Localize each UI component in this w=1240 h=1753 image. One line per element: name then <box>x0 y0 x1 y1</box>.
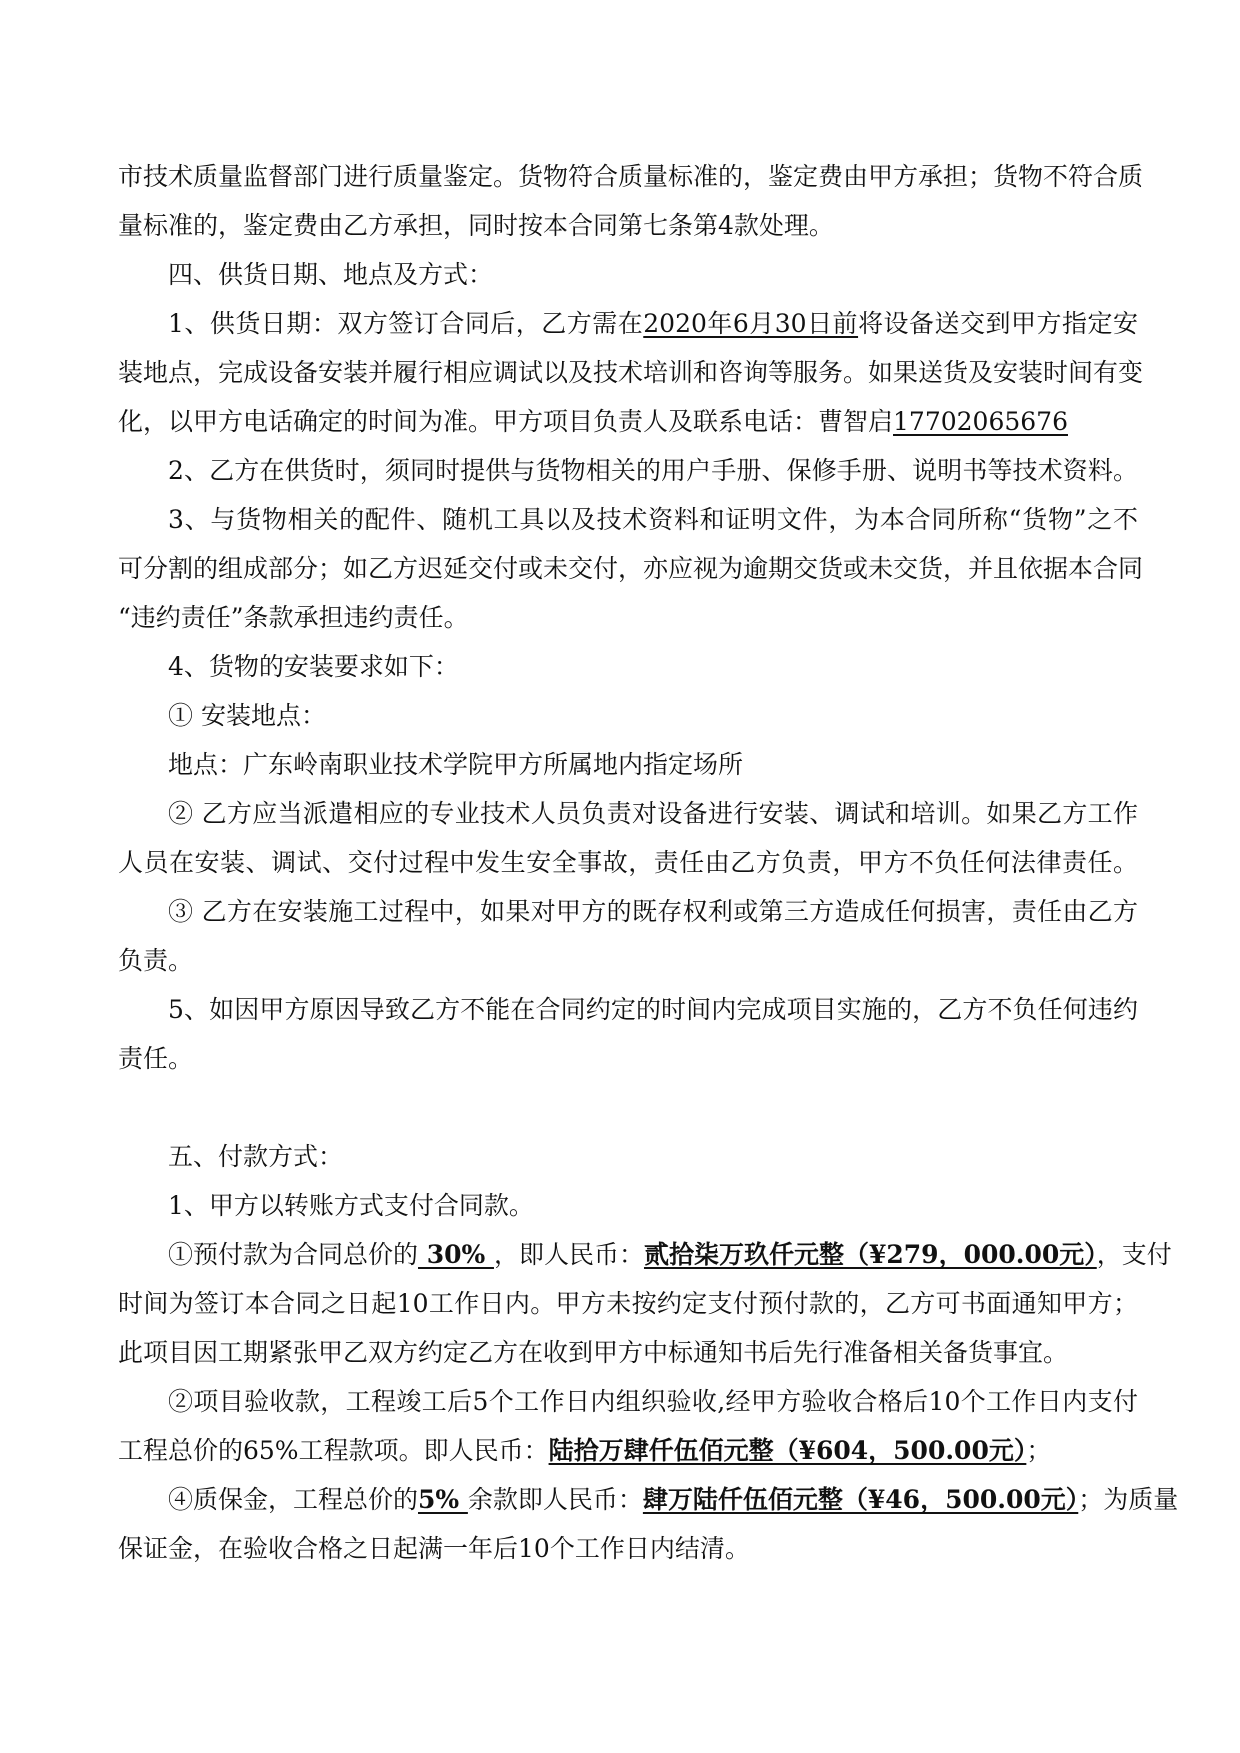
text-segment: 余款即人民币： <box>467 1485 643 1514</box>
underlined-text: 陆拾万肆仟伍佰元整（¥604，500.00元） <box>548 1436 1027 1465</box>
blank-line <box>118 1083 1138 1132</box>
text-segment: 五、付款方式： <box>168 1142 344 1171</box>
text-line <box>118 495 1138 544</box>
text-line <box>118 1181 1138 1230</box>
text-line <box>118 201 1138 250</box>
text-line <box>118 250 1138 299</box>
text-line <box>118 936 1138 985</box>
text-line <box>118 1034 1138 1083</box>
text-line <box>118 1132 1138 1181</box>
text-segment: 量标准的，鉴定费由乙方承担，同时按本合同第七条第4款处理。 <box>118 211 834 240</box>
text-line <box>118 985 1138 1034</box>
text-line <box>118 593 1138 642</box>
text-segment: ，即人民币： <box>493 1240 644 1269</box>
text-segment: 地点：广东岭南职业技术学院甲方所属地内指定场所 <box>168 750 744 779</box>
text-line <box>118 1230 1172 1279</box>
text-segment: 1、供货日期：双方签订合同后，乙方需在 <box>168 309 644 338</box>
text-segment: 装地点，完成设备安装并履行相应调试以及技术培训和咨询等服务。如果送货及安装时间有变 <box>118 358 1144 387</box>
text-line <box>118 1426 1138 1475</box>
text-segment: 责任。 <box>118 1044 194 1073</box>
text-line <box>118 691 1138 740</box>
text-line <box>118 1328 1138 1377</box>
text-segment: 保证金，在验收合格之日起满一年后10个工作日内结清。 <box>118 1534 750 1563</box>
text-line <box>118 544 1144 593</box>
text-line <box>118 1279 1138 1328</box>
text-segment: 4、货物的安装要求如下： <box>168 652 459 681</box>
text-segment: ② 乙方应当派遣相应的专业技术人员负责对设备进行安装、调试和培训。如果乙方工作 <box>168 799 1138 828</box>
text-segment: ④质保金，工程总价的 <box>168 1485 419 1514</box>
text-line <box>118 152 1144 201</box>
text-segment: 可分割的组成部分；如乙方迟延交付或未交付，亦应视为逾期交货或未交货，并且依据本合同 <box>118 554 1144 583</box>
text-line <box>118 740 1138 789</box>
text-segment: ① 安装地点： <box>168 701 326 730</box>
underlined-text: 5% <box>418 1485 468 1514</box>
text-segment: ，支付 <box>1096 1240 1172 1269</box>
text-segment: 人员在安装、调试、交付过程中发生安全事故，责任由乙方负责，甲方不负任何法律责任。 <box>118 848 1138 877</box>
text-segment: “违约责任”条款承担违约责任。 <box>118 603 469 632</box>
text-segment: 1、甲方以转账方式支付合同款。 <box>168 1191 534 1220</box>
text-segment: 四、供货日期、地点及方式： <box>168 260 494 289</box>
text-line <box>118 1524 1138 1573</box>
text-line <box>118 446 1138 495</box>
text-segment: 3、与货物相关的配件、随机工具以及技术资料和证明文件，为本合同所称“货物”之不 <box>168 505 1138 534</box>
text-line <box>118 348 1144 397</box>
text-line <box>118 1475 1179 1524</box>
underlined-text: 2020年6月30日前 <box>643 309 859 338</box>
text-segment: ；为质量 <box>1078 1485 1179 1514</box>
text-line <box>118 1377 1138 1426</box>
text-segment: 负责。 <box>118 946 194 975</box>
text-line <box>118 789 1138 838</box>
text-line <box>118 887 1138 936</box>
text-line <box>118 642 1138 691</box>
underlined-text: 贰拾柒万玖仟元整（¥279，000.00元） <box>643 1240 1097 1269</box>
text-segment: 2、乙方在供货时，须同时提供与货物相关的用户手册、保修手册、说明书等技术资料。 <box>168 456 1138 485</box>
text-line <box>118 397 1138 446</box>
text-segment: 化，以甲方电话确定的时间为准。甲方项目负责人及联系电话：曹智启 <box>118 407 894 436</box>
underlined-text: 肆万陆仟伍佰元整（¥46，500.00元） <box>642 1485 1079 1514</box>
text-segment: ③ 乙方在安装施工过程中，如果对甲方的既存权利或第三方造成任何损害，责任由乙方 <box>168 897 1138 926</box>
text-segment: 此项目因工期紧张甲乙双方约定乙方在收到甲方中标通知书后先行准备相关备货事宜。 <box>118 1338 1069 1367</box>
text-segment: ； <box>1026 1436 1052 1465</box>
text-segment: ②项目验收款，工程竣工后5个工作日内组织验收,经甲方验收合格后10个工作日内支付 <box>168 1387 1138 1416</box>
text-segment: 将设备送交到甲方指定安 <box>858 309 1138 338</box>
text-line <box>118 299 1138 348</box>
text-segment: 市技术质量监督部门进行质量鉴定。货物符合质量标准的，鉴定费由甲方承担；货物不符合质 <box>118 162 1144 191</box>
text-segment: 时间为签订本合同之日起10工作日内。甲方未按约定支付预付款的，乙方可书面通知甲方； <box>118 1289 1138 1318</box>
text-segment: 5、如因甲方原因导致乙方不能在合同约定的时间内完成项目实施的，乙方不负任何违约 <box>168 995 1138 1024</box>
underlined-text: 17702065676 <box>893 407 1068 436</box>
text-segment: 工程总价的65%工程款项。即人民币： <box>118 1436 549 1465</box>
text-segment: ①预付款为合同总价的 <box>168 1240 419 1269</box>
contract-page-body <box>118 152 1179 1573</box>
underlined-text: 30% <box>418 1240 494 1269</box>
text-line <box>118 838 1138 887</box>
